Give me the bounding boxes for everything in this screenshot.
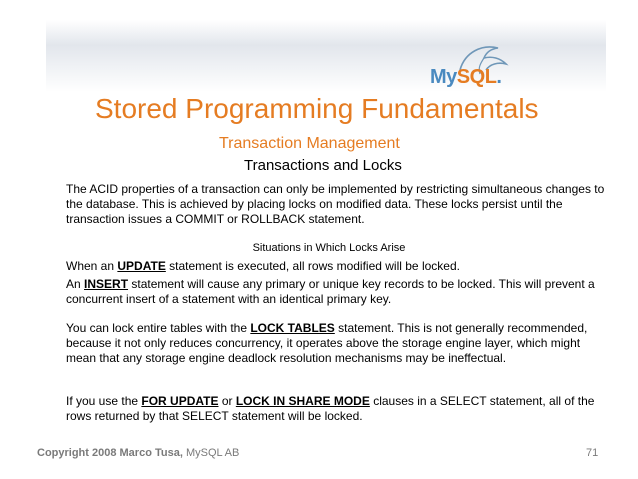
update-keyword: UPDATE (117, 259, 166, 273)
company-text: MySQL AB (182, 447, 240, 459)
update-pre: When an (66, 259, 118, 273)
for-update-paragraph (66, 394, 606, 424)
mysql-logo-text (430, 66, 501, 89)
slide-title: Stored Programming Fundamentals (95, 93, 539, 124)
insert-post: statement will cause any primary or unique key records to be locked. This will prevent a concurrent insert of a statement with an identical primary key. (66, 277, 595, 306)
copyright-text: Copyright 2008 Marco Tusa, (37, 447, 183, 459)
for-update-keyword: FOR UPDATE (141, 394, 219, 408)
lock-tables-paragraph (66, 321, 606, 366)
section-title: Transactions and Locks (244, 157, 402, 174)
situations-heading: Situations in Which Locks Arise (252, 242, 406, 254)
header-band (46, 20, 606, 92)
for-update-post: clauses in a SELECT statement, all of the rows returned by that SELECT statement will be locked. (66, 394, 595, 423)
insert-pre: An (66, 277, 85, 291)
update-paragraph (66, 259, 606, 274)
for-update-mid: or (218, 394, 236, 408)
lock-tables-keyword: LOCK TABLES (250, 321, 335, 335)
slide-subtitle: Transaction Management (219, 135, 400, 152)
for-update-pre: If you use the (66, 394, 142, 408)
logo-suffix: SQL (456, 66, 497, 88)
insert-keyword: INSERT (84, 277, 129, 291)
logo-prefix: My (430, 66, 457, 88)
footer-copyright (37, 447, 239, 459)
logo-mark: . (496, 66, 502, 88)
lock-tables-post: statement. This is not generally recommended, because it not only reduces concurrency, it operates above the storage engine layer, which might mean that any storage engine deadlock resolution mechanisms may be ineffectual. (66, 321, 588, 365)
insert-paragraph (66, 277, 606, 307)
share-mode-keyword: LOCK IN SHARE MODE (235, 394, 370, 408)
update-post: statement is executed, all rows modified will be locked. (165, 259, 460, 273)
page-number: 71 (586, 447, 599, 459)
lock-tables-pre: You can lock entire tables with the (66, 321, 251, 335)
intro-paragraph: The ACID properties of a transaction can only be implemented by restricting simultaneous changes to the database. This is achieved by placing locks on modified data. These locks persist until the transaction issues a COMMIT or ROLLBACK statement. (66, 182, 605, 226)
